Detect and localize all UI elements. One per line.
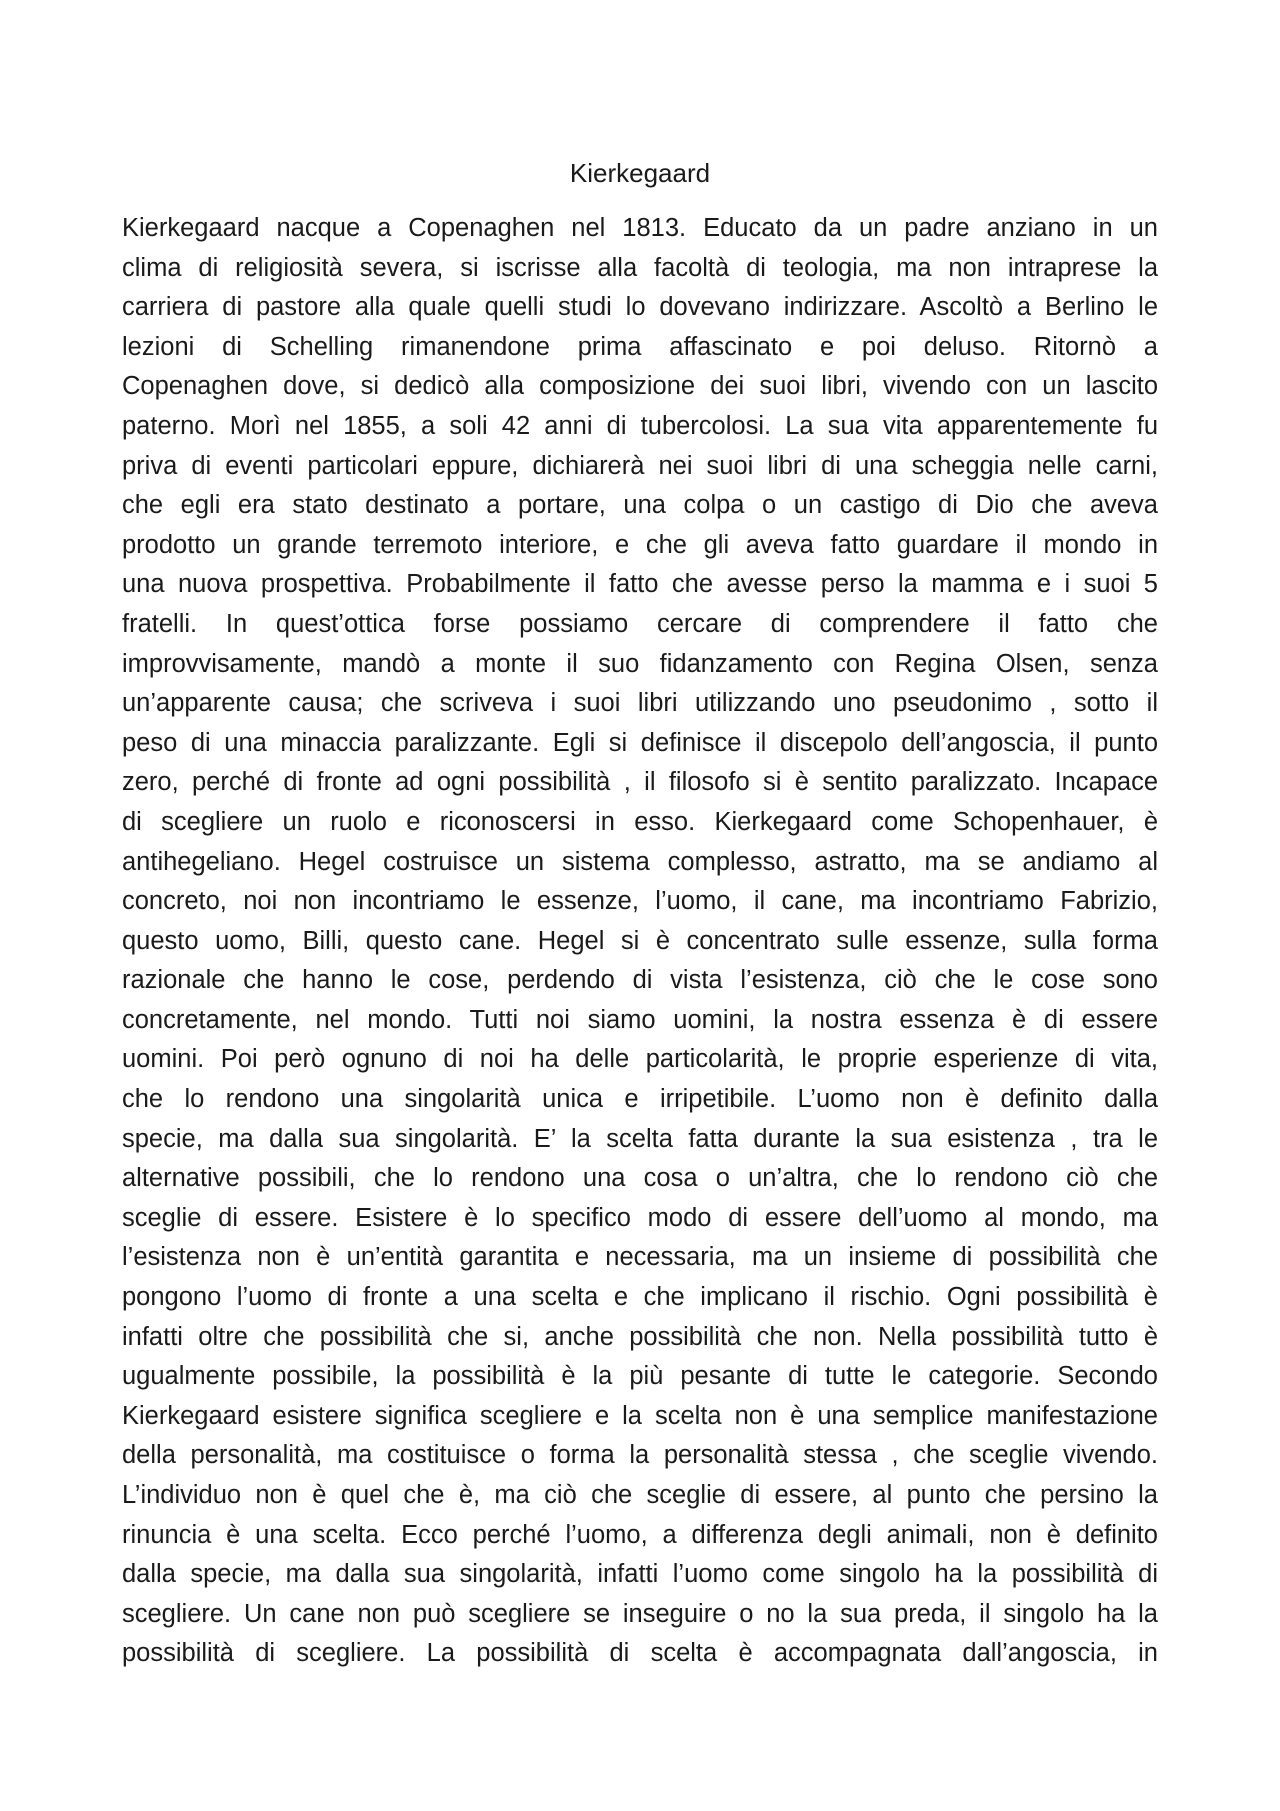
paragraph-line: priva di eventi particolari eppure, dichiarerà nei suoi libri di una scheggia nelle carni,	[122, 451, 1158, 480]
paragraph-line: razionale che hanno le cose, perdendo di vista l’esistenza, ciò che le cose sono	[122, 966, 1158, 995]
paragraph-line: possibilità di scegliere. La possibilità di scelta è accompagnata dall’angoscia, in	[122, 1639, 1158, 1668]
paragraph-line: prodotto un grande terremoto interiore, e che gli aveva fatto guardare il mondo in	[122, 530, 1158, 559]
paragraph-line: paterno. Morì nel 1855, a soli 42 anni di tubercolosi. La sua vita apparentemente fu	[122, 411, 1158, 440]
paragraph-line: una nuova prospettiva. Probabilmente il fatto che avesse perso la mamma e i suoi 5	[122, 570, 1158, 599]
paragraph-line: improvvisamente, mandò a monte il suo fidanzamento con Regina Olsen, senza	[122, 649, 1158, 678]
paragraph-line: lezioni di Schelling rimanendone prima affascinato e poi deluso. Ritornò a	[122, 332, 1158, 361]
paragraph-line: rinuncia è una scelta. Ecco perché l’uomo, a differenza degli animali, non è definito	[122, 1520, 1158, 1549]
paragraph-line: concretamente, nel mondo. Tutti noi siamo uomini, la nostra essenza è di essere	[122, 1005, 1158, 1034]
paragraph-line: che lo rendono una singolarità unica e irripetibile. L’uomo non è definito dalla	[122, 1085, 1158, 1114]
paragraph-line: che egli era stato destinato a portare, una colpa o un castigo di Dio che aveva	[122, 491, 1158, 520]
paragraph-line: specie, ma dalla sua singolarità. E’ la scelta fatta durante la sua esistenza , tra le	[122, 1124, 1158, 1153]
paragraph-line: ugualmente possibile, la possibilità è la più pesante di tutte le categorie. Secondo	[122, 1362, 1158, 1391]
document-body	[122, 209, 1158, 1674]
paragraph-line: peso di una minaccia paralizzante. Egli si definisce il discepolo dell’angoscia, il punto	[122, 728, 1158, 757]
paragraph-line: clima di religiosità severa, si iscrisse alla facoltà di teologia, ma non intraprese la	[122, 253, 1158, 282]
paragraph-line: Copenaghen dove, si dedicò alla composizione dei suoi libri, vivendo con un lascito	[122, 372, 1158, 401]
document-title: Kierkegaard	[569, 158, 711, 188]
paragraph-line: fratelli. In quest’ottica forse possiamo cercare di comprendere il fatto che	[122, 609, 1158, 638]
paragraph-line: Kierkegaard nacque a Copenaghen nel 1813. Educato da un padre anziano in un	[122, 214, 1158, 242]
paragraph-line: Kierkegaard esistere significa scegliere e la scelta non è una semplice manifestazione	[122, 1401, 1158, 1430]
paragraph-line: L’individuo non è quel che è, ma ciò che sceglie di essere, al punto che persino la	[122, 1481, 1158, 1509]
paragraph-line: un’apparente causa; che scriveva i suoi libri utilizzando uno pseudonimo , sotto il	[122, 689, 1158, 718]
paragraph-line: scegliere. Un cane non può scegliere se inseguire o no la sua preda, il singolo ha la	[122, 1599, 1158, 1628]
paragraph-line: sceglie di essere. Esistere è lo specifico modo di essere dell’uomo al mondo, ma	[122, 1203, 1158, 1232]
paragraph-line: della personalità, ma costituisce o forma la personalità stessa , che sceglie vivendo.	[122, 1441, 1158, 1470]
paragraph-line: antihegeliano. Hegel costruisce un sistema complesso, astratto, ma se andiamo al	[122, 847, 1158, 876]
paragraph-line: infatti oltre che possibilità che si, anche possibilità che non. Nella possibilità tutto è	[122, 1322, 1158, 1351]
paragraph-line: di scegliere un ruolo e riconoscersi in esso. Kierkegaard come Schopenhauer, è	[122, 807, 1158, 836]
paragraph-line: dalla specie, ma dalla sua singolarità, infatti l’uomo come singolo ha la possibilità di	[122, 1560, 1158, 1589]
paragraph-line: pongono l’uomo di fronte a una scelta e che implicano il rischio. Ogni possibilità è	[122, 1283, 1158, 1312]
paragraph-line: alternative possibili, che lo rendono una cosa o un’altra, che lo rendono ciò che	[122, 1164, 1158, 1193]
paragraph-line: questo uomo, Billi, questo cane. Hegel si è concentrato sulle essenze, sulla forma	[122, 926, 1158, 955]
paragraph-line: l’esistenza non è un’entità garantita e necessaria, ma un insieme di possibilità che	[122, 1243, 1158, 1272]
paragraph-line: zero, perché di fronte ad ogni possibilità , il filosofo si è sentito paralizzato. Incapace	[122, 768, 1158, 797]
paragraph-line: uomini. Poi però ognuno di noi ha delle particolarità, le proprie esperienze di vita,	[122, 1045, 1158, 1074]
paragraph-line: concreto, noi non incontriamo le essenze, l’uomo, il cane, ma incontriamo Fabrizio,	[122, 887, 1158, 916]
paragraph-line: carriera di pastore alla quale quelli studi lo dovevano indirizzare. Ascoltò a Berlino le	[122, 293, 1158, 322]
